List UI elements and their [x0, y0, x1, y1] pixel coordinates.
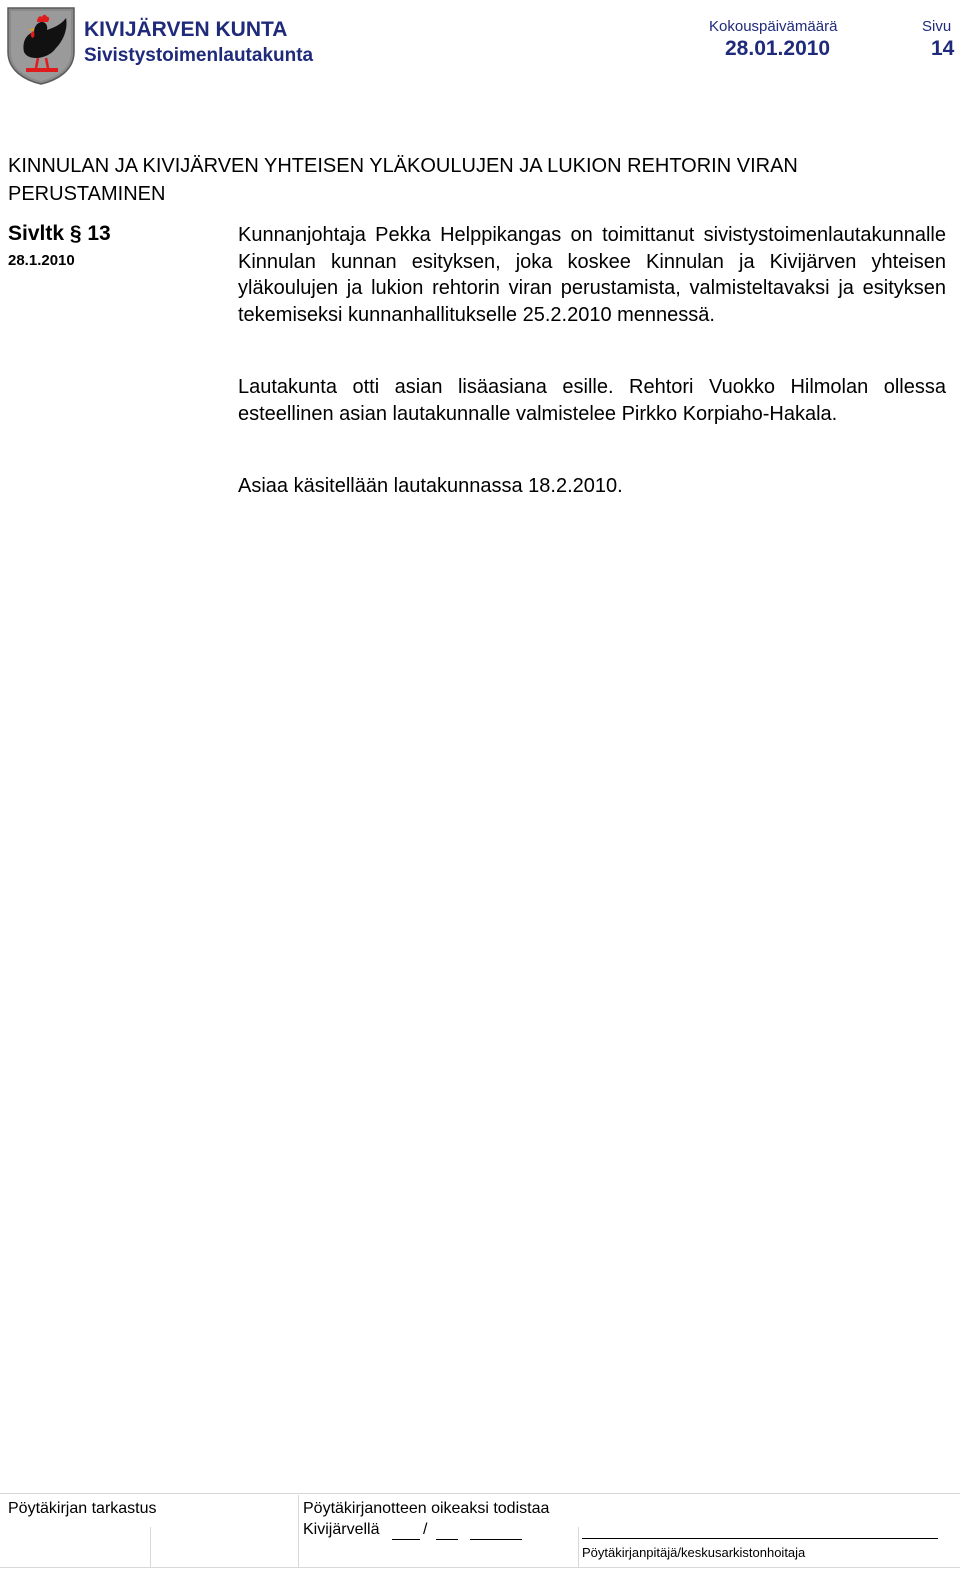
page-number: 14	[931, 37, 955, 60]
meeting-date-label: Kokouspäivämäärä	[709, 18, 838, 35]
document-title: KINNULAN JA KIVIJÄRVEN YHTEISEN YLÄKOULUJEN JA LUKION REHTORIN VIRAN PERUSTAMINEN	[8, 155, 798, 205]
organization-name: KIVIJÄRVEN KUNTA	[84, 18, 288, 41]
section-date: 28.1.2010	[8, 252, 75, 269]
date-separator: /	[423, 1521, 428, 1538]
signature-line	[582, 1538, 938, 1539]
footer-place-label: Kivijärvellä	[303, 1521, 380, 1538]
date-month-blank	[436, 1539, 458, 1540]
footer-review-label: Pöytäkirjan tarkastus	[8, 1500, 157, 1517]
footer-divider	[0, 1493, 960, 1494]
date-day-blank	[392, 1539, 420, 1540]
footer-certify-label: Pöytäkirjanotteen oikeaksi todistaa	[303, 1500, 550, 1517]
body-paragraph-3: Asiaa käsitellään lautakunnassa 18.2.2010.	[238, 475, 623, 497]
section-reference: Sivltk § 13	[8, 222, 111, 245]
footer-bottom-divider	[0, 1567, 960, 1568]
body-paragraph-2: Lautakunta otti asian lisäasiana esille. Rehtori Vuokko Hilmolan ollessa esteellinen asian lautakunnalle valmistelee Pirkko Korpiaho-Hakala.	[238, 376, 946, 425]
body-paragraph-1: Kunnanjohtaja Pekka Helppikangas on toimittanut sivistystoimenlautakunnalle Kinnulan kunnan esityksen, joka koskee Kinnulan ja Kivijärven yhteisen yläkoulujen ja lukion rehtorin viran perustamista, valmisteltavaksi ja esityksen tekemiseksi kunnanhallitukselle 25.2.2010 mennessä.	[238, 224, 946, 326]
meeting-date-value: 28.01.2010	[725, 37, 831, 60]
footer-column-divider	[578, 1527, 579, 1567]
rooster-coat-of-arms-icon	[4, 4, 78, 86]
footer-column-divider	[298, 1495, 299, 1567]
signer-title: Pöytäkirjanpitäjä/keskusarkistonhoitaja	[582, 1545, 806, 1560]
page-label: Sivu	[922, 18, 952, 35]
organization-unit: Sivistystoimenlautakunta	[84, 45, 314, 66]
footer-column-divider	[150, 1527, 151, 1567]
date-year-blank	[470, 1539, 522, 1540]
